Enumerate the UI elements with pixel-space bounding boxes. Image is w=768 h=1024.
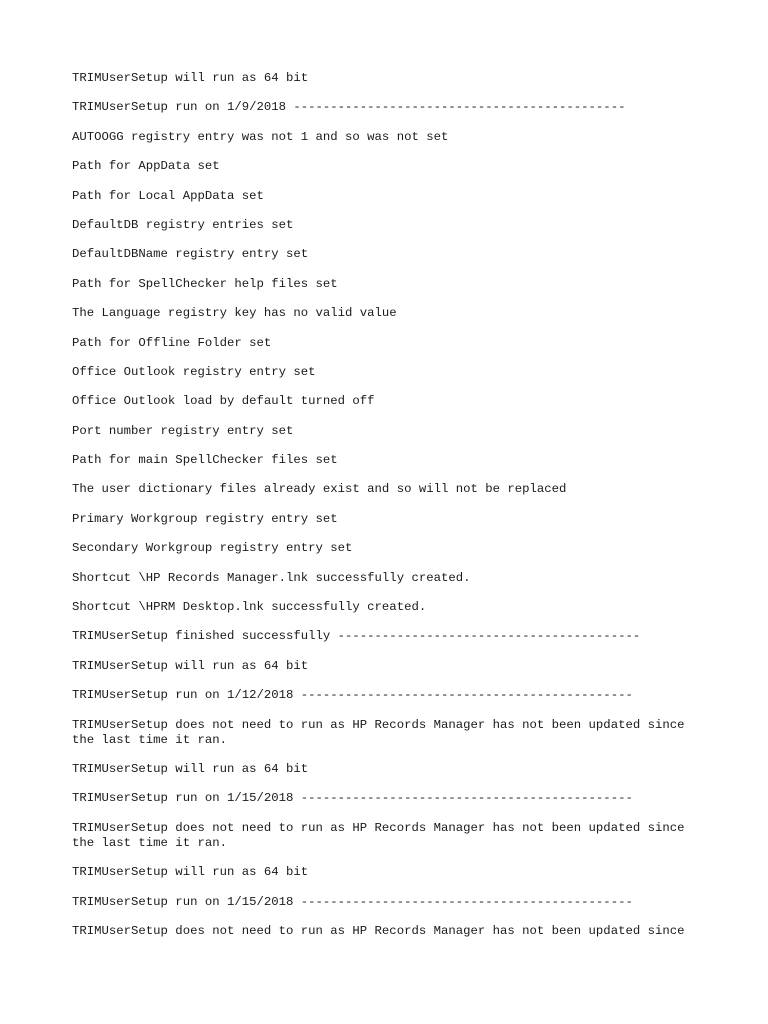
log-line: TRIMUserSetup finished successfully ----------------------------------------- <box>72 629 641 644</box>
log-line: DefaultDBName registry entry set <box>72 247 309 262</box>
log-line: Path for Offline Folder set <box>72 335 272 350</box>
log-line: The user dictionary files already exist and so will not be replaced <box>72 482 567 497</box>
log-line: Shortcut \HP Records Manager.lnk successfully created. <box>72 570 471 585</box>
log-line: TRIMUserSetup will run as 64 bit <box>72 71 309 85</box>
log-line: TRIMUserSetup run on 1/9/2018 --------------------------------------------- <box>72 100 626 115</box>
log-line: Path for AppData set <box>72 159 220 174</box>
log-line: DefaultDB registry entries set <box>72 217 294 232</box>
log-line: TRIMUserSetup does not need to run as HP Records Manager has not been updated since <box>72 923 685 938</box>
log-line: Path for Local AppData set <box>72 188 264 203</box>
log-line: TRIMUserSetup will run as 64 bit <box>72 658 309 673</box>
log-line: Shortcut \HPRM Desktop.lnk successfully created. <box>72 600 427 615</box>
log-line: AUTOOGG registry entry was not 1 and so was not set <box>72 129 449 144</box>
log-line: TRIMUserSetup run on 1/15/2018 --------------------------------------------- <box>72 894 633 909</box>
log-line: Office Outlook registry entry set <box>72 364 316 379</box>
log-line: TRIMUserSetup run on 1/12/2018 --------------------------------------------- <box>72 688 633 703</box>
log-line: Path for main SpellChecker files set <box>72 453 338 468</box>
log-line: TRIMUserSetup does not need to run as HP Records Manager has not been updated since the last time it ran. <box>72 717 685 747</box>
log-line: Path for SpellChecker help files set <box>72 276 338 291</box>
log-line: TRIMUserSetup does not need to run as HP Records Manager has not been updated since the last time it ran. <box>72 820 685 850</box>
log-line: TRIMUserSetup run on 1/15/2018 --------------------------------------------- <box>72 791 633 806</box>
log-line: Secondary Workgroup registry entry set <box>72 541 353 556</box>
log-line: Port number registry entry set <box>72 423 294 438</box>
log-line: Office Outlook load by default turned off <box>72 394 375 409</box>
log-line: TRIMUserSetup will run as 64 bit <box>72 761 309 776</box>
log-line: TRIMUserSetup will run as 64 bit <box>72 865 309 880</box>
log-text <box>72 71 712 953</box>
log-line: Primary Workgroup registry entry set <box>72 511 338 526</box>
log-line: The Language registry key has no valid value <box>72 306 397 321</box>
